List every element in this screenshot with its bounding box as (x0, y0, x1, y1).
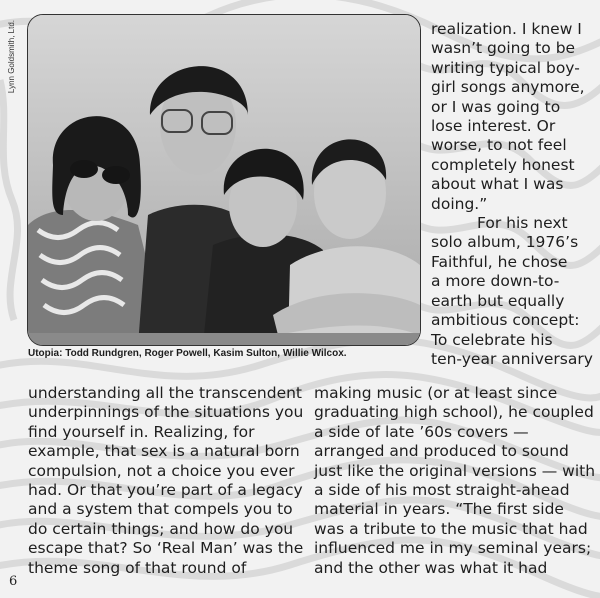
text-line: theme song of that round of (28, 558, 247, 577)
text-line: underpinnings of the situations you (28, 403, 304, 422)
text-line: To celebrate his (431, 330, 553, 349)
text-line: arranged and produced to sound (314, 442, 569, 461)
photo-credit: Lynn Goldsmith, Ltd. (7, 20, 16, 94)
text-line: Faithful, he chose (431, 252, 568, 271)
text-line: understanding all the transcendent (28, 384, 303, 402)
text-line: influenced me in my seminal years; (314, 539, 592, 558)
page-number: 6 (9, 574, 18, 589)
text-line: graduating high school), he coupled (314, 403, 594, 422)
text-line: escape that? So ‘Real Man’ was the (28, 539, 304, 558)
text-line: a side of late ’60s covers — (314, 422, 529, 441)
text-line: girl songs anymore, (431, 78, 585, 97)
text-line: completely honest (431, 155, 575, 174)
text-line: making music (or at least since (314, 384, 558, 402)
text-line: had. Or that you’re part of a legacy (28, 481, 303, 500)
text-line: material in years. “The first side (314, 500, 564, 519)
text-line: find yourself in. Realizing, for (28, 422, 255, 441)
text-line: writing typical boy- (431, 58, 580, 77)
text-line: solo album, 1976’s (431, 233, 579, 252)
text-line: about what I was (431, 175, 564, 194)
text-line: worse, to not feel (431, 136, 567, 155)
text-line: doing.” (431, 194, 488, 213)
text-column-top-right (431, 20, 593, 369)
text-line: a side of his most straight-ahead (314, 481, 570, 500)
text-line: was a tribute to the music that had (314, 519, 588, 538)
text-line: ten-year anniversary (431, 349, 593, 368)
text-line: do certain things; and how do you (28, 519, 294, 538)
text-line: and the other was what it had (314, 558, 548, 577)
photo-caption: Utopia: Todd Rundgren, Roger Powell, Kasim Sulton, Willie Wilcox. (28, 348, 347, 359)
text-line: or I was going to (431, 97, 561, 116)
text-line: lose interest. Or (431, 117, 556, 136)
text-line: earth but equally (431, 291, 565, 310)
text-column-bottom-right (314, 384, 595, 578)
text-column-bottom-left (28, 384, 303, 578)
text-line: example, that sex is a natural born (28, 442, 300, 461)
text-line: compulsion, not a choice you ever (28, 461, 295, 480)
text-line: For his next (477, 214, 568, 233)
text-line: a more down-to- (431, 272, 560, 291)
text-line: realization. I knew I (431, 20, 582, 38)
text-line: ambitious concept: (431, 311, 580, 330)
text-line: just like the original versions — with (314, 461, 596, 480)
band-photo (27, 14, 421, 346)
text-line: wasn’t going to be (431, 39, 576, 58)
text-line: and a system that compels you to (28, 500, 293, 519)
